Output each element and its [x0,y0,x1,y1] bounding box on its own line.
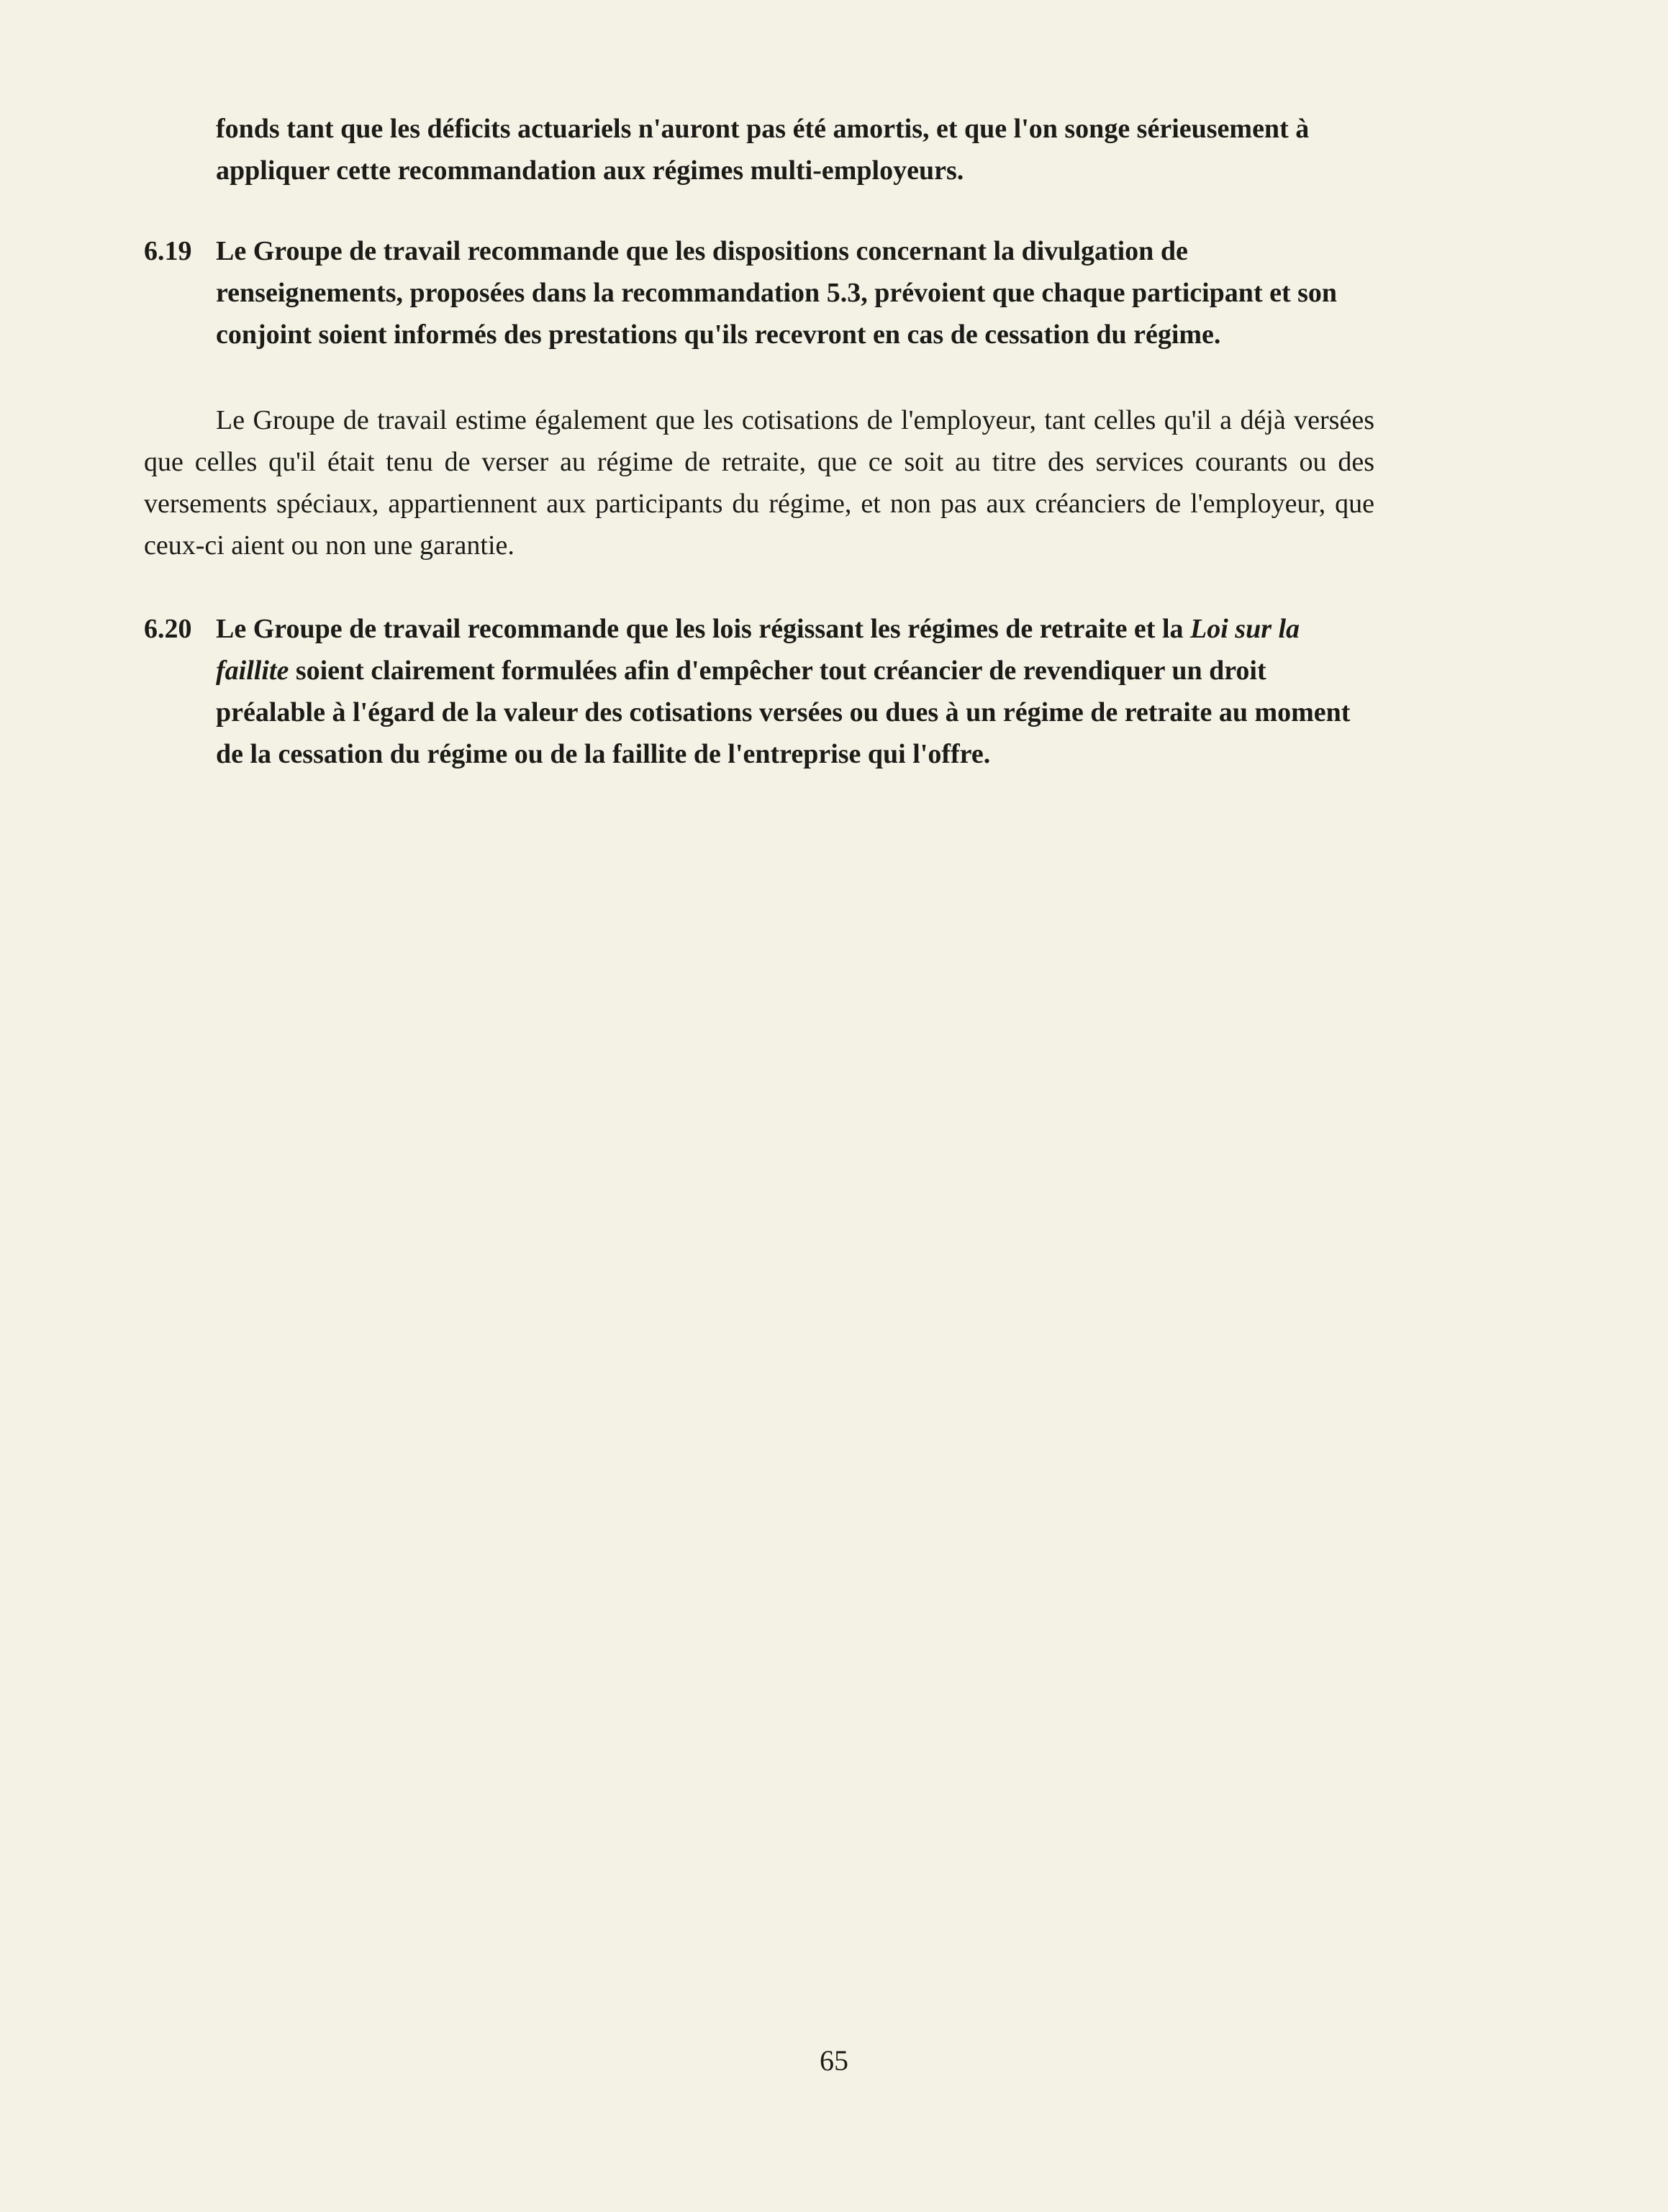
law-title: Loi sur la faillite [216,614,1300,686]
recommendation-text-part: Le Groupe de travail recommande que les lois régissant les régimes de retraite et la [216,614,1191,644]
recommendation-text [216,608,1374,775]
page-number: 65 [820,2044,848,2077]
recommendation-6-20 [144,608,1374,775]
recommendation-number: 6.20 [144,614,192,644]
body-paragraph: Le Groupe de travail estime également que les cotisations de l'employeur, tant celles qu'il a déjà versées que celles qu'il était tenu de verser au régime de retraite, que ce soit au titre des services courants ou des versements spéciaux, appartiennent aux participants du régime, et non pas aux créanciers de l'employeur, que ceux-ci aient ou non une garantie. [144,405,1374,561]
recommendation-6-19 [144,230,1374,355]
recommendation-text: Le Groupe de travail recommande que les dispositions concernant la divulgation de renseignements, proposées dans la recommandation 5.3, prévoient que chaque participant et son conjoint soient informés des prestations qu'ils recevront en cas de cessation du régime. [216,236,1338,350]
recommendation-text-part: soient clairement formulées afin d'empêcher tout créancier de revendiquer un droit préalable à l'égard de la valeur des cotisations versées ou dues à un régime de retraite au moment de la cessation du régime ou de la faillite de l'entreprise qui l'offre. [216,656,1351,769]
continuation-paragraph: fonds tant que les déficits actuariels n'auront pas été amortis, et que l'on songe sérieusement à appliquer cette recommandation aux régimes multi-employeurs. [216,114,1310,186]
recommendation-number: 6.19 [144,236,192,266]
